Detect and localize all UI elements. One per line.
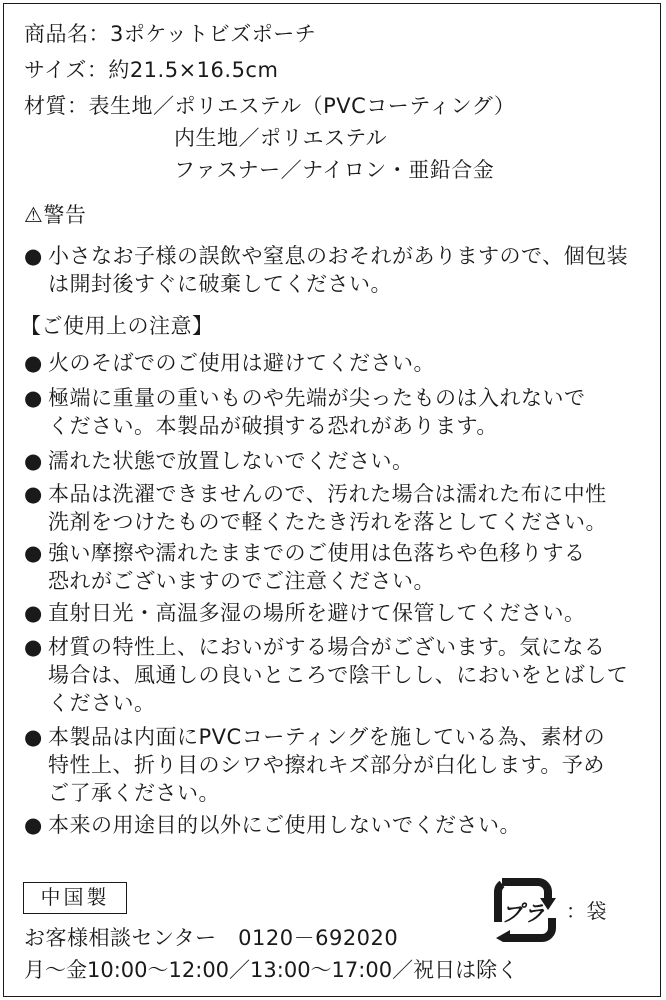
business-hours: 月〜金10:00〜12:00／13:00〜17:00／祝日は除く xyxy=(24,958,519,982)
caution-item-6-line-1: 直射日光・高温多湿の場所を避けて保管してください。 xyxy=(48,601,586,625)
pla-recycle-icon xyxy=(488,878,566,942)
bullet-icon: ● xyxy=(24,244,43,268)
caution-item-7-line-3: ください。 xyxy=(48,691,156,715)
bullet-icon: ● xyxy=(24,449,43,473)
material-line-2: 内生地／ポリエステル xyxy=(174,126,388,150)
caution-item-7-line-2: 場合は、風通しの良いところで陰干しし、においをとばして xyxy=(48,663,629,687)
caution-item-1-line-1: 火のそばでのご使用は避けてください。 xyxy=(48,351,435,375)
pla-mark-text: プラ xyxy=(500,902,546,927)
product-name: 商品名：3ポケットビズポーチ xyxy=(24,22,317,46)
bullet-icon: ● xyxy=(24,601,43,625)
warning-line-2: は開封後すぐに破棄してください。 xyxy=(48,272,392,296)
origin-label: 中国製 xyxy=(23,882,127,914)
bullet-icon: ● xyxy=(24,351,43,375)
caution-item-2-line-2: ください。本製品が破損する恐れがあります。 xyxy=(48,414,498,438)
caution-item-2-line-1: 極端に重量の重いものや先端が尖ったものは入れないで xyxy=(48,386,586,410)
caution-item-8-line-1: 本製品は内面にPVCコーティングを施している為、素材の xyxy=(48,725,606,749)
bullet-icon: ● xyxy=(24,725,43,749)
material-line-3: ファスナー／ナイロン・亜鉛合金 xyxy=(174,158,495,182)
bullet-icon: ● xyxy=(24,386,43,410)
bullet-icon: ● xyxy=(24,635,43,659)
product-size: サイズ：約21.5×16.5cm xyxy=(24,58,279,82)
caution-item-8-line-3: ご了承ください。 xyxy=(48,781,220,805)
bullet-icon: ● xyxy=(24,541,43,565)
caution-item-3-line-1: 濡れた状態で放置しないでください。 xyxy=(48,449,414,473)
bullet-icon: ● xyxy=(24,813,43,837)
caution-item-9-line-1: 本来の用途目的以外にご使用しないでください。 xyxy=(48,813,521,837)
caution-item-5-line-2: 恐れがございますのでご注意ください。 xyxy=(48,569,435,593)
material-line-1: 材質：表生地／ポリエステル（PVCコーティング） xyxy=(24,94,516,118)
warning-heading: ⚠警告 xyxy=(24,203,87,227)
caution-item-8-line-2: 特性上、折り目のシワや擦れキズ部分が白化します。予め xyxy=(48,753,605,777)
caution-heading: 【ご使用上の注意】 xyxy=(20,314,214,338)
caution-item-4-line-1: 本品は洗濯できませんので、汚れた場合は濡れた布に中性 xyxy=(48,482,607,506)
caution-item-5-line-1: 強い摩擦や濡れたままでのご使用は色落ちや色移りする xyxy=(48,541,586,565)
caution-item-7-line-1: 材質の特性上、においがする場合がございます。気になる xyxy=(48,635,606,659)
bullet-icon: ● xyxy=(24,482,43,506)
caution-item-4-line-2: 洗剤をつけたもので軽くたたき汚れを落としてください。 xyxy=(48,510,607,534)
contact-center: お客様相談センター 0120－692020 xyxy=(24,926,399,950)
warning-line-1: 小さなお子様の誤飲や窒息のおそれがありますので、個包装 xyxy=(48,244,629,268)
recycle-label: ：袋 xyxy=(566,899,607,923)
